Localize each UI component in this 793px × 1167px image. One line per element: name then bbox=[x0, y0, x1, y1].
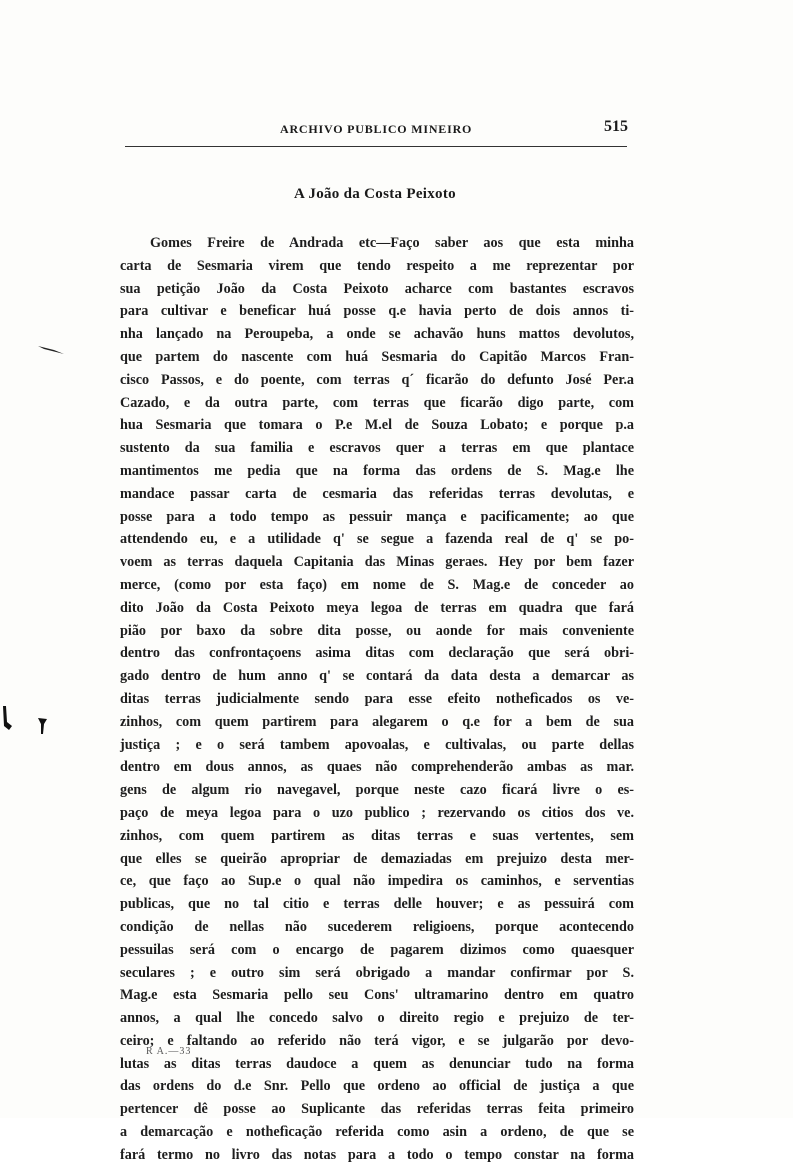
text-line: pessuilas será com o encargo de pagarem dizimos como quaesquer bbox=[120, 941, 634, 958]
text-line: lutas as ditas terras daudoce a quem as denunciar tudo na forma bbox=[120, 1055, 634, 1072]
margin-mark bbox=[36, 340, 68, 360]
text-line: justiça ; e o será tambem apovoalas, e cultivalas, ou parte dellas bbox=[120, 736, 634, 753]
page-number: 515 bbox=[604, 118, 628, 135]
text-line: nha lançado na Peroupeba, a onde se achavão huns mattos devolutos, bbox=[120, 326, 634, 343]
document-body bbox=[120, 232, 634, 1167]
text-line: posse para a todo tempo as pessuir mança e pacificamente; ao que bbox=[120, 508, 634, 525]
header-rule bbox=[125, 146, 627, 147]
text-line: Mag.e esta Sesmaria pello seu Cons' ultramarino dentro em quatro bbox=[120, 987, 634, 1004]
signature-mark: R A.—33 bbox=[146, 1046, 192, 1057]
text-line: gens de algum rio navegavel, porque neste cazo ficará livre o es- bbox=[120, 782, 634, 799]
text-line: ditas terras judicialmente sendo para esse efeito nothefìcados os ve- bbox=[120, 690, 634, 707]
text-line: a demarcação e nothefìcação referida como asin a ordeno, de que se bbox=[120, 1124, 634, 1141]
text-line: dentro das confrontaçoens asima ditas com declaração que será obri- bbox=[120, 645, 634, 662]
running-title: ARCHIVO PUBLICO MINEIRO bbox=[280, 122, 473, 136]
running-head bbox=[120, 118, 630, 140]
text-line: hua Sesmaria que tomara o P.e M.el de Souza Lobato; e porque p.a bbox=[120, 417, 634, 434]
text-line: seculares ; e outro sim será obrigado a mandar confirmar por S. bbox=[120, 964, 634, 981]
text-line: das ordens do d.e Snr. Pello que ordeno ao official de justiça a que bbox=[120, 1078, 634, 1095]
margin-mark bbox=[36, 716, 50, 738]
text-line: que partem do nascente com huá Sesmaria do Capitão Marcos Fran- bbox=[120, 348, 634, 365]
text-line: mantimentos me pedia que na forma das ordens de S. Mag.e lhe bbox=[120, 462, 634, 479]
text-line: Gomes Freire de Andrada etc—Faço saber aos que esta minha bbox=[150, 235, 634, 251]
text-line: attendendo eu, e a utilidade q' se segue a fazenda real de q' se po- bbox=[120, 531, 634, 548]
text-line: cisco Passos, e do poente, com terras q´ ficarão do defunto José Per.a bbox=[120, 371, 634, 388]
text-line: pião por baxo da sobre dita posse, ou aonde for mais conveniente bbox=[120, 622, 634, 639]
text-line: sustento da sua familia e escravos quer a terras em que plantace bbox=[120, 440, 634, 457]
text-line: mandace passar carta de cesmaria das referidas terras devolutas, e bbox=[120, 485, 634, 502]
text-line: condição de nellas não sucederem religioens, porque acontecendo bbox=[120, 918, 634, 935]
document-heading: A João da Costa Peixoto bbox=[294, 186, 456, 202]
text-line: Cazado, e da outra parte, com terras que ficarão digo parte, com bbox=[120, 394, 634, 411]
text-line: zinhos, com quem partirem para alegarem o q.e for a bem de sua bbox=[120, 713, 634, 730]
text-line: zinhos, com quem partirem as ditas terras e suas vertentes, sem bbox=[120, 827, 634, 844]
text-line: dentro em dous annos, as quaes não comprehenderão ambas as mar. bbox=[120, 759, 634, 776]
text-line: gado dentro de hum anno q' se contará da data desta a demarcar as bbox=[120, 668, 634, 685]
text-line: pertencer dê posse ao Suplicante das referidas terras feita primeiro bbox=[120, 1101, 634, 1118]
text-line: ceiro; e faltando ao referido não terá vigor, e se julgarão por devo- bbox=[120, 1032, 634, 1049]
text-line: publicas, que no tal citio e terras delle houver; e as pessuirá com bbox=[120, 896, 634, 913]
text-line: ce, que faço ao Sup.e o qual não impedira os caminhos, e serventias bbox=[120, 873, 634, 890]
text-line: dito João da Costa Peixoto meya legoa de terras em quadra que fará bbox=[120, 599, 634, 616]
text-line: paço de meya legoa para o uzo publico ; rezervando os citios dos ve. bbox=[120, 804, 634, 821]
text-line: sua petição João da Costa Peixoto acharce com bastantes escravos bbox=[120, 280, 634, 297]
text-line: voem as terras daquela Capitania das Minas geraes. Hey por bem fazer bbox=[120, 554, 634, 571]
text-line: merce, (como por esta faço) em nome de S. Mag.e de conceder ao bbox=[120, 576, 634, 593]
text-line: que elles se queirão apropriar de demaziadas em prejuizo desta mer- bbox=[120, 850, 634, 867]
text-line: para cultivar e beneficar huá posse q.e havia perto de dois annos ti- bbox=[120, 303, 634, 320]
text-line: annos, a qual lhe concedo salvo o direito regio e prejuizo de ter- bbox=[120, 1010, 634, 1027]
text-line: fará termo no livro das notas para a todo o tempo constar na forma bbox=[120, 1146, 634, 1163]
text-line: carta de Sesmaria virem que tendo respeito a me reprezentar por bbox=[120, 257, 634, 274]
margin-mark bbox=[0, 704, 16, 734]
